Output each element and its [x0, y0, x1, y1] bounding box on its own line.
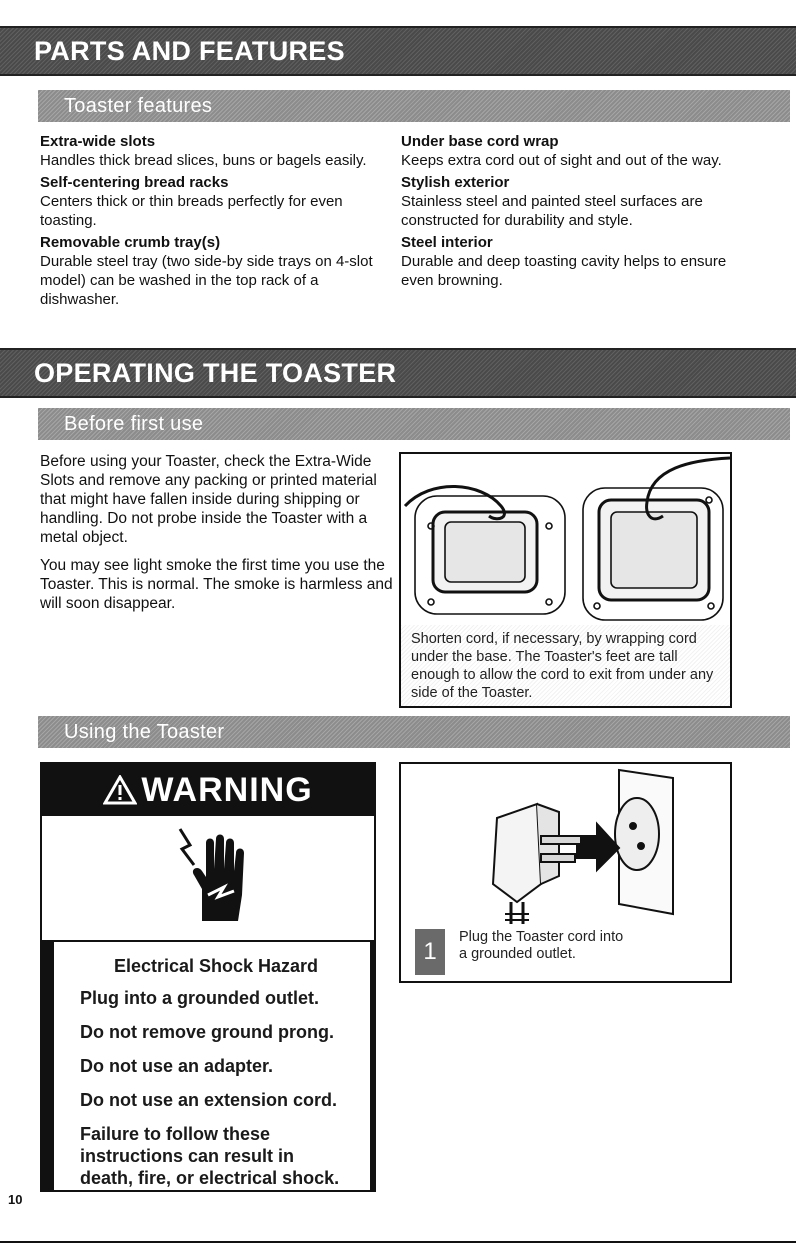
toaster-base-illustration	[401, 454, 730, 624]
warning-line: Do not remove ground prong.	[80, 1022, 334, 1042]
feature-text: Centers thick or thin breads perfectly for even toasting.	[40, 193, 343, 229]
warning-line: Plug into a grounded outlet.	[80, 988, 319, 1008]
section-title: PARTS AND FEATURES	[34, 35, 345, 66]
feature-text: Durable steel tray (two side-by side trays on 4-slot model) can be washed in the top rack of a dishwasher.	[40, 253, 373, 308]
shock-hazard-area	[42, 816, 374, 934]
warning-triangle-icon	[103, 775, 137, 805]
bottom-rule	[0, 1241, 796, 1243]
subsection-title: Before first use	[64, 412, 204, 435]
operating-header	[0, 348, 796, 398]
feature-title: Stylish exterior	[401, 174, 510, 191]
page-number: 10	[8, 1192, 23, 1207]
figure-caption: Shorten cord, if necessary, by wrapping cord under the base. The Toaster's feet are tall enough to allow the cord to exit from under any side of the Toaster.	[401, 625, 730, 706]
warning-line: Do not use an adapter.	[80, 1056, 274, 1076]
feature-title: Self-centering bread racks	[40, 174, 229, 191]
before-use-text	[40, 452, 395, 622]
feature-text: Durable and deep toasting cavity helps to ensure even browning.	[401, 253, 727, 289]
before-first-use-header	[38, 408, 790, 440]
step-text	[459, 929, 623, 963]
step-number: 1	[415, 929, 445, 975]
electric-shock-hand-icon	[158, 825, 258, 925]
cord-wrap-figure	[399, 452, 732, 708]
feature-title: Under base cord wrap	[401, 133, 559, 150]
feature-text: Keeps extra cord out of sight and out of the way.	[401, 152, 722, 169]
warning-header	[42, 764, 374, 816]
subsection-title: Toaster features	[64, 94, 213, 117]
before-use-paragraph: Before using your Toaster, check the Extra-Wide Slots and remove any packing or printed material that might have fallen inside during shipping or handling. Do not probe inside the Toaster with a metal object.	[40, 453, 377, 546]
section-title: OPERATING THE TOASTER	[34, 357, 397, 388]
before-use-paragraph: You may see light smoke the first time you use the Toaster. This is normal. The smoke is harmless and will soon disappear.	[40, 557, 393, 612]
warning-line: Failure to follow these instructions can result in death, fire, or electrical shock.	[80, 1124, 340, 1188]
using-toaster-header	[38, 716, 790, 748]
warning-box	[40, 762, 376, 1192]
plug-outlet-figure	[399, 762, 732, 983]
step-text-line: Plug the Toaster cord into	[459, 929, 624, 945]
plug-outlet-illustration	[401, 764, 730, 924]
toaster-features-header	[38, 90, 790, 122]
step-caption	[401, 921, 730, 981]
hazard-title: Electrical Shock Hazard	[113, 956, 319, 976]
feature-text: Handles thick bread slices, buns or bagels easily.	[40, 152, 367, 169]
warning-title: WARNING	[141, 770, 313, 809]
feature-title: Steel interior	[401, 234, 493, 251]
subsection-title: Using the Toaster	[64, 720, 225, 743]
step-text-line: a grounded outlet.	[459, 946, 576, 962]
feature-title: Extra-wide slots	[40, 133, 156, 150]
features-left-column	[40, 132, 385, 311]
features-right-column	[401, 132, 751, 292]
warning-body	[42, 940, 374, 1190]
feature-text: Stainless steel and painted steel surfaces are constructed for durability and style.	[401, 193, 703, 229]
feature-title: Removable crumb tray(s)	[40, 234, 221, 251]
parts-and-features-header	[0, 26, 796, 76]
warning-line: Do not use an extension cord.	[80, 1090, 338, 1110]
